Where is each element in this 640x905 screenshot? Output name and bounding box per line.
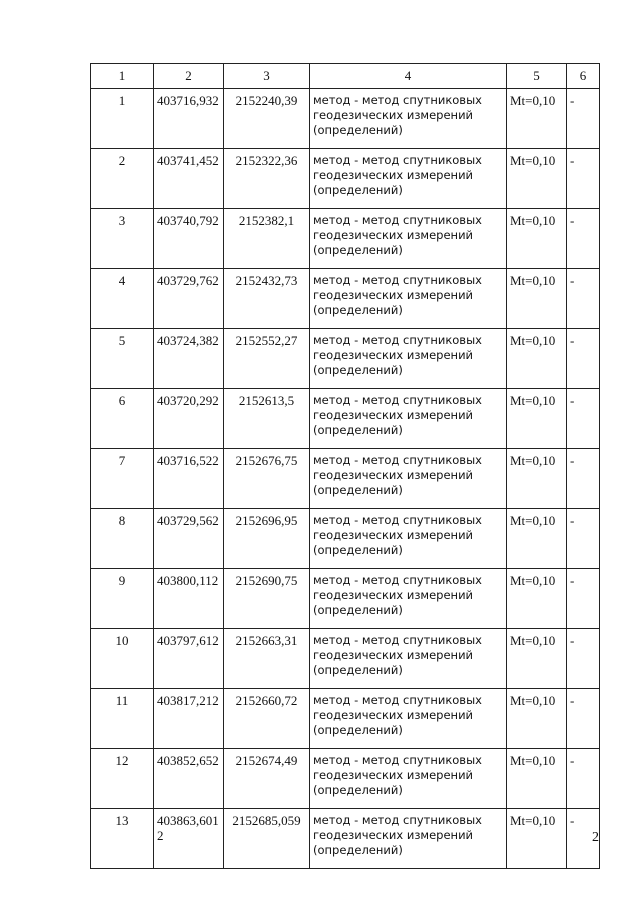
table-row [91,569,600,629]
header-col-4: 4 [310,64,507,89]
accuracy-cell: Mt=0,10 [507,749,567,809]
note-cell: - [567,209,600,269]
accuracy-cell: Mt=0,10 [507,809,567,869]
method-cell: метод - метод спутниковых геодезических измерений (определений) [310,209,507,269]
y-coordinate-cell: 2152382,1 [224,209,310,269]
point-number-cell: 7 [91,449,154,509]
x-coordinate-cell: 403716,932 [154,89,224,149]
table-row [91,269,600,329]
accuracy-cell: Mt=0,10 [507,89,567,149]
table-row [91,509,600,569]
point-number-cell: 11 [91,689,154,749]
x-coordinate-cell: 403729,562 [154,509,224,569]
x-coordinate-cell: 403716,522 [154,449,224,509]
method-cell: метод - метод спутниковых геодезических измерений (определений) [310,89,507,149]
table-row [91,209,600,269]
point-number-cell: 3 [91,209,154,269]
accuracy-cell: Mt=0,10 [507,389,567,449]
method-cell: метод - метод спутниковых геодезических измерений (определений) [310,749,507,809]
method-cell: метод - метод спутниковых геодезических измерений (определений) [310,809,507,869]
x-coordinate-cell: 403724,382 [154,329,224,389]
point-number-cell: 10 [91,629,154,689]
note-cell: - [567,269,600,329]
note-cell: - [567,329,600,389]
table-row [91,749,600,809]
x-coordinate-cell: 403720,292 [154,389,224,449]
coordinates-table [90,63,600,869]
header-col-2: 2 [154,64,224,89]
note-cell: - [567,149,600,209]
accuracy-cell: Mt=0,10 [507,149,567,209]
y-coordinate-cell: 2152613,5 [224,389,310,449]
table-row [91,689,600,749]
point-number-cell: 6 [91,389,154,449]
note-cell: - [567,569,600,629]
accuracy-cell: Mt=0,10 [507,629,567,689]
table-row [91,149,600,209]
header-col-3: 3 [224,64,310,89]
method-cell: метод - метод спутниковых геодезических измерений (определений) [310,569,507,629]
point-number-cell: 13 [91,809,154,869]
table-row [91,389,600,449]
note-cell: - [567,689,600,749]
note-cell: - [567,449,600,509]
point-number-cell: 9 [91,569,154,629]
x-coordinate-cell: 403817,212 [154,689,224,749]
y-coordinate-cell: 2152552,27 [224,329,310,389]
y-coordinate-cell: 2152676,75 [224,449,310,509]
method-cell: метод - метод спутниковых геодезических измерений (определений) [310,689,507,749]
y-coordinate-cell: 2152322,36 [224,149,310,209]
accuracy-cell: Mt=0,10 [507,509,567,569]
point-number-cell: 4 [91,269,154,329]
y-coordinate-cell: 2152696,95 [224,509,310,569]
point-number-cell: 5 [91,329,154,389]
method-cell: метод - метод спутниковых геодезических измерений (определений) [310,269,507,329]
accuracy-cell: Mt=0,10 [507,209,567,269]
point-number-cell: 2 [91,149,154,209]
point-number-cell: 1 [91,89,154,149]
accuracy-cell: Mt=0,10 [507,569,567,629]
y-coordinate-cell: 2152690,75 [224,569,310,629]
note-cell: - [567,629,600,689]
page-number: 2 [592,830,599,845]
table-row [91,809,600,869]
x-coordinate-cell: 403863,6012 [154,809,224,869]
accuracy-cell: Mt=0,10 [507,269,567,329]
x-coordinate-cell: 403740,792 [154,209,224,269]
y-coordinate-cell: 2152663,31 [224,629,310,689]
table-row [91,629,600,689]
note-cell: - [567,89,600,149]
note-cell: - [567,809,600,869]
x-coordinate-cell: 403800,112 [154,569,224,629]
x-coordinate-cell: 403797,612 [154,629,224,689]
header-col-5: 5 [507,64,567,89]
x-coordinate-cell: 403741,452 [154,149,224,209]
note-cell: - [567,389,600,449]
accuracy-cell: Mt=0,10 [507,449,567,509]
x-coordinate-cell: 403852,652 [154,749,224,809]
table-row [91,449,600,509]
table-row [91,89,600,149]
y-coordinate-cell: 2152240,39 [224,89,310,149]
note-cell: - [567,509,600,569]
point-number-cell: 8 [91,509,154,569]
accuracy-cell: Mt=0,10 [507,329,567,389]
header-col-6: 6 [567,64,600,89]
y-coordinate-cell: 2152674,49 [224,749,310,809]
y-coordinate-cell: 2152660,72 [224,689,310,749]
y-coordinate-cell: 2152432,73 [224,269,310,329]
method-cell: метод - метод спутниковых геодезических измерений (определений) [310,149,507,209]
method-cell: метод - метод спутниковых геодезических измерений (определений) [310,329,507,389]
table-row [91,329,600,389]
point-number-cell: 12 [91,749,154,809]
method-cell: метод - метод спутниковых геодезических измерений (определений) [310,629,507,689]
method-cell: метод - метод спутниковых геодезических измерений (определений) [310,449,507,509]
y-coordinate-cell: 2152685,059 [224,809,310,869]
table-header-row [91,64,600,89]
accuracy-cell: Mt=0,10 [507,689,567,749]
method-cell: метод - метод спутниковых геодезических измерений (определений) [310,509,507,569]
header-col-1: 1 [91,64,154,89]
method-cell: метод - метод спутниковых геодезических измерений (определений) [310,389,507,449]
x-coordinate-cell: 403729,762 [154,269,224,329]
note-cell: - [567,749,600,809]
